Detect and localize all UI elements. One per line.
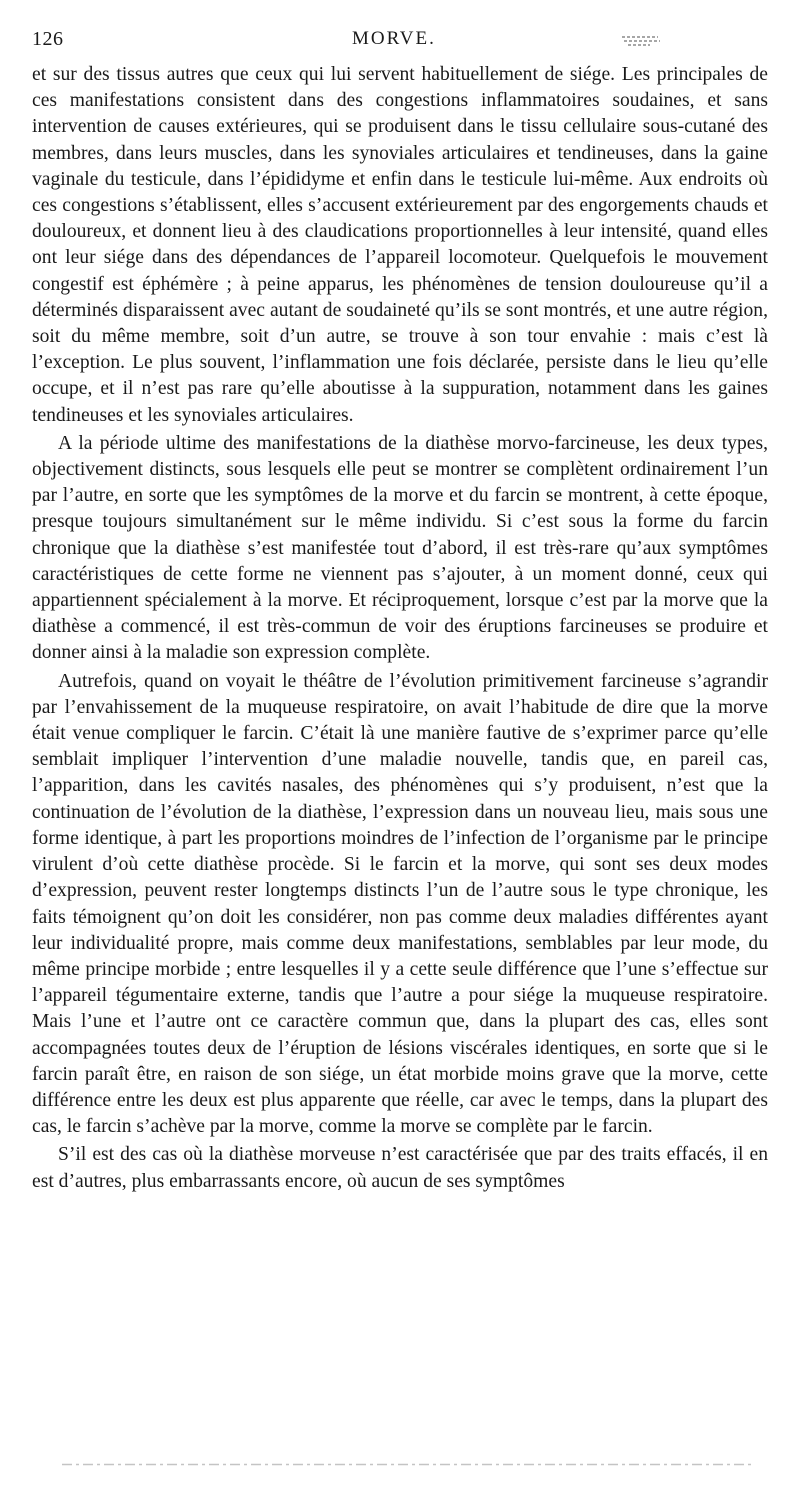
paragraph: A la période ultime des manifestations de la diathèse morvo-farcineuse, les deux types, objectivement distincts, sous lesquels elle peut se montrer se complètent ordinairement l’un par l’autre, en sorte que les symptômes de la morve et du farcin se montrent, à cette époque, presque toujours simultanément sur le même individu. Si c’est sous la forme du farcin chronique que la diathèse s’est manifestée tout d’abord, il est très-rare qu’aux symptômes caractéristiques de cette forme ne viennent pas s’ajouter, à un moment donné, ceux qui appartiennent spécialement à la morve. Et réciproquement, lorsque c’est par la morve que la diathèse a commencé, il est très-commun de voir des éruptions farcineuses se produire et donner ainsi à la maladie son expression complète. [32, 432, 768, 664]
paragraph-continued: et sur des tissus autres que ceux qui lui servent habituellement de siége. Les principales de ces manifestations consistent dans des congestions inflammatoires soudaines, et sans intervention de causes extérieures, qui se produisent dans le tissu cellulaire sous-cutané des membres, dans leurs muscles, dans les synoviales articulaires et tendineuses, dans la gaine vaginale du testicule, dans l’épididyme et enfin dans le testicule lui-même. Aux endroits où ces congestions s’établissent, elles s’accusent extérieurement par des engorgements chauds et douloureux, et donnent lieu à des claudications proportionnelles à leur intensité, quand elles ont leur siége dans des dépendances de l’appareil locomoteur. Quelquefois le mouvement congestif est éphémère ; à peine apparus, les phénomènes de tension douloureuse qu’il a déterminés disparaissent avec autant de soudaineté qu’ils se sont montrés, et une autre région, soit du même membre, soit d’un autre, se trouve à son tour envahie : mais c’est là l’exception. Le plus souvent, l’inflammation une fois déclarée, persiste dans le lieu qu’elle occupe, et il n’est pas rare qu’elle aboutisse à la suppuration, notamment dans les gaines tendineuses et les synoviales articulaires. [32, 64, 768, 426]
paragraph: Autrefois, quand on voyait le théâtre de l’évolution primitivement farcineuse s’agrandir par l’envahissement de la muqueuse respiratoire, on avait l’habitude de dire que la morve était venue compliquer le farcin. C’était là une manière fautive de s’exprimer parce qu’elle semblait impliquer l’intervention d’une maladie nouvelle, tandis que, en pareil cas, l’apparition, dans les cavités nasales, des phénomènes qui s’y produisent, n’est que la continuation de l’évolution de la diathèse, l’expression dans un nouveau lieu, mais sous une forme identique, à part les proportions moindres de l’infection de l’organisme par le principe virulent d’où cette diathèse procède. Si le farcin et la morve, qui sont ses deux modes d’expression, peuvent rester longtemps distincts l’un de l’autre sous le type chronique, les faits témoignent qu’on doit les considérer, non pas comme deux maladies différentes ayant leur individualité propre, mais comme deux manifestations, semblables par leur mode, du même principe morbide ; entre lesquelles il y a cette seule différence que l’une s’effectue sur l’appareil tégumentaire externe, tandis que l’autre a pour siége la muqueuse respiratoire. Mais l’une et l’autre ont ce caractère commun que, dans la plupart des cas, elles sont accompagnées toutes deux de l’éruption de lésions viscérales identiques, en sorte que si le farcin paraît être, en raison de son siége, un état morbide moins grave que la morve, cette différence entre les deux est plus apparente que réelle, car avec le temps, dans la plupart des cas, le farcin s’achève par la morve, comme la morve se complète par le farcin. [32, 670, 768, 1138]
page-header [32, 26, 768, 62]
library-stamp-icon [620, 34, 662, 48]
paragraph: S’il est des cas où la diathèse morveuse n’est caractérisée que par des traits effacés, il en est d’autres, plus embarrassants encore, où aucun de ses symptômes [32, 1144, 768, 1192]
body-text [32, 62, 768, 1195]
bleed-through-marks [62, 1463, 752, 1466]
page-number: 126 [32, 28, 64, 50]
book-page [32, 26, 768, 1195]
running-title: MORVE. [352, 28, 436, 49]
